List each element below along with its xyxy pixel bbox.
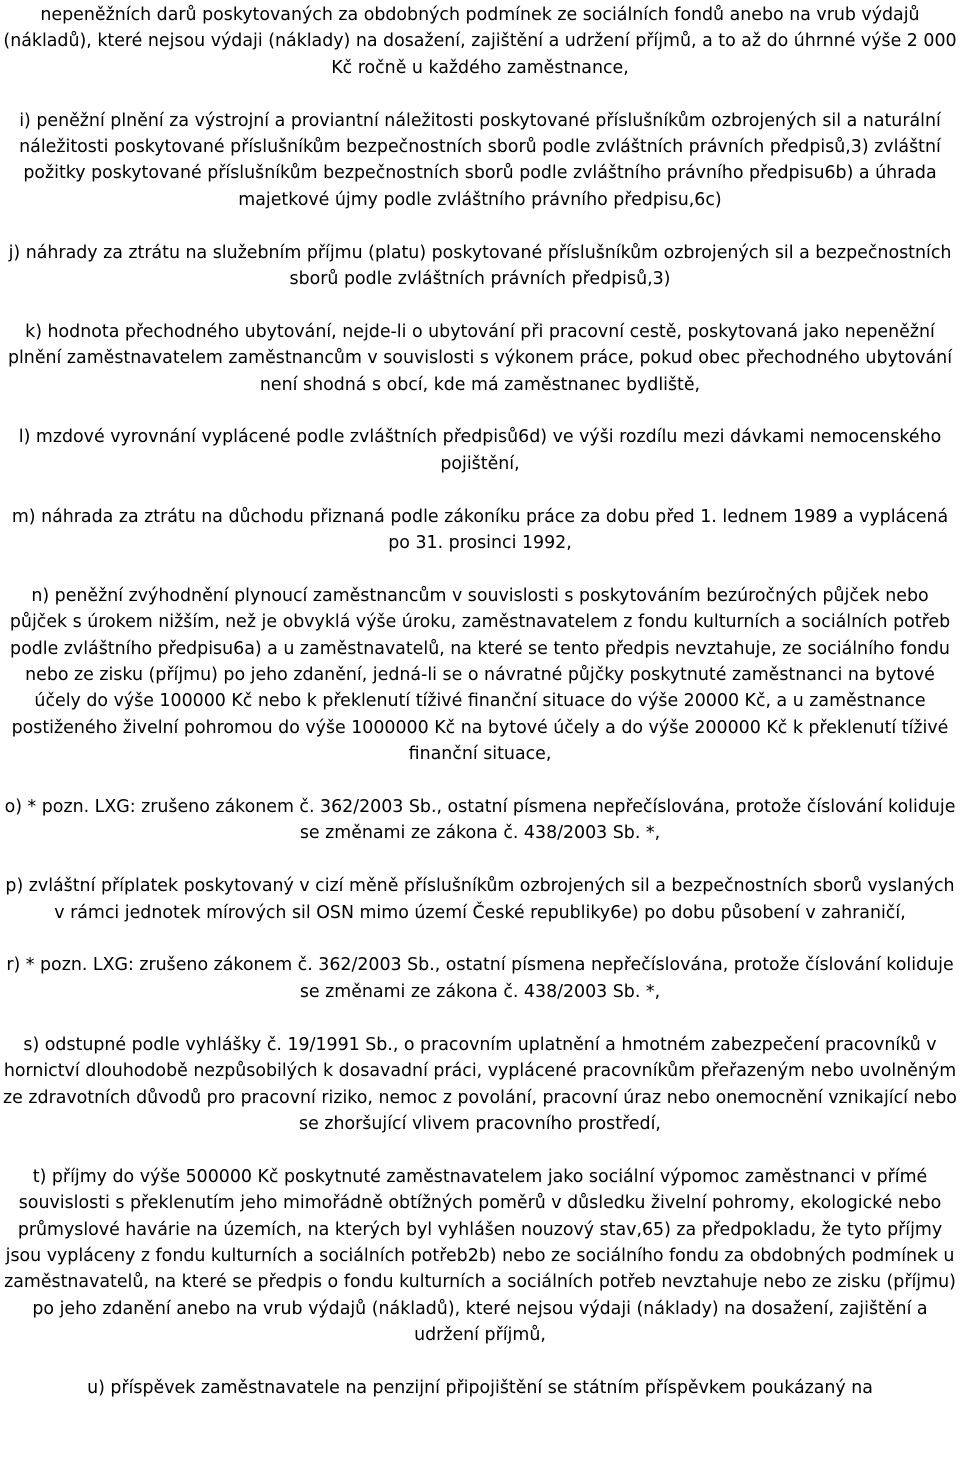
paragraph-n: n) peněžní zvýhodnění plynoucí zaměstnancům v souvislosti s poskytováním bezúročných půjček nebo půjček s úrokem nižším, než je obvyklá výše úroku, zaměstnavatelem z fondu kulturních a sociálních potřeb podle zvláštního předpisu6a) a u zaměstnavatelů, na které se tento předpis nevztahuje, ze sociálního fondu nebo ze zisku (příjmu) po jeho zdanění, jedná-li se o návratné půjčky poskytnuté zaměstnanci na bytové účely do výše 100000 Kč nebo k překlenutí tíživé finanční situace do výše 20000 Kč, a u zaměstnance postiženého živelní pohromou do výše 1000000 Kč na bytové účely a do výše 200000 Kč k překlenutí tíživé finanční situace,: [9, 585, 951, 765]
paragraph-s: s) odstupné podle vyhlášky č. 19/1991 Sb., o pracovním uplatnění a hmotném zabezpečení pracovníků v hornictví dlouhodobě nezpůsobilých k dosavadní práci, vyplácené pracovníkům přeřazeným nebo uvolněným ze zdravotních důvodů pro pracovní riziko, nemoc z povolání, pracovní úraz nebo onemocnění vznikající nebo se zhoršující vlivem pracovního prostředí,: [3, 1034, 957, 1134]
paragraph-intro: nepeněžních darů poskytovaných za obdobných podmínek ze sociálních fondů anebo na vrub výdajů (nákladů), které nejsou výdaji (náklady) na dosažení, zajištění a udržení příjmů, a to až do úhrnné výše 2 000 Kč ročně u každého zaměstnance,: [3, 5, 957, 78]
paragraph-r: r) * pozn. LXG: zrušeno zákonem č. 362/2003 Sb., ostatní písmena nepřečíslována, protože číslování koliduje se změnami ze zákona č. 438/2003 Sb. *,: [6, 955, 954, 1002]
paragraph-t: t) příjmy do výše 500000 Kč poskytnuté zaměstnavatelem jako sociální výpomoc zaměstnanci v přímé souvislosti s překlenutím jeho mimořádně obtížných poměrů v důsledku živelní pohromy, ekologické nebo průmyslové havárie na územích, na kterých byl vyhlášen nouzový stav,65) za předpokladu, že tyto příjmy jsou vypláceny z fondu kulturních a sociálních potřeb2b) nebo ze sociálního fondu za obdobných podmínek u zaměstnavatelů, na které se předpis o fondu kulturních a sociálních potřeb nevztahuje nebo ze zisku (příjmu) po jeho zdanění anebo na vrub výdajů (nákladů), které nejsou výdaji (náklady) na dosažení, zajištění a udržení příjmů,: [4, 1166, 956, 1346]
paragraph-k: k) hodnota přechodného ubytování, nejde-li o ubytování při pracovní cestě, poskytovaná jako nepeněžní plnění zaměstnavatelem zaměstnancům v souvislosti s výkonem práce, pokud obec přechodného ubytování není shodná s obcí, kde má zaměstnanec bydliště,: [7, 321, 953, 395]
paragraph-p: p) zvláštní příplatek poskytovaný v cizí měně příslušníkům ozbrojených sil a bezpečnostních sborů vyslaných v rámci jednotek mírových sil OSN mimo území České republiky6e) po dobu působení v zahraničí,: [5, 876, 955, 923]
paragraph-m: m) náhrada za ztrátu na důchodu přiznaná podle zákoníku práce za dobu před 1. lednem 1989 a vyplácená po 31. prosinci 1992,: [11, 506, 949, 554]
paragraph-l: l) mzdové vyrovnání vyplácené podle zvláštních předpisů6d) ve výši rozdílu mezi dávkami nemocenského pojištění,: [18, 427, 942, 474]
paragraph-i: i) peněžní plnění za výstrojní a proviantní náležitosti poskytované příslušníkům ozbrojených sil a naturální náležitosti poskytované příslušníkům bezpečnostních sborů podle zvláštních právních předpisů,3) zvláštní požitky poskytované příslušníkům bezpečnostních sborů podle zvláštního právního předpisu6b) a úhrada majetkové újmy podle zvláštního právního předpisu,6c): [19, 110, 941, 210]
paragraph-o: o) * pozn. LXG: zrušeno zákonem č. 362/2003 Sb., ostatní písmena nepřečíslována, protože číslování koliduje se změnami ze zákona č. 438/2003 Sb. *,: [4, 797, 956, 844]
paragraph-u: u) příspěvek zaměstnavatele na penzijní připojištění se státním příspěvkem poukázaný na: [87, 1377, 873, 1398]
paragraph-j: j) náhrady za ztrátu na služebním příjmu (platu) poskytované příslušníkům ozbrojených sil a bezpečnostních sborů podle zvláštních právních předpisů,3): [8, 242, 952, 290]
